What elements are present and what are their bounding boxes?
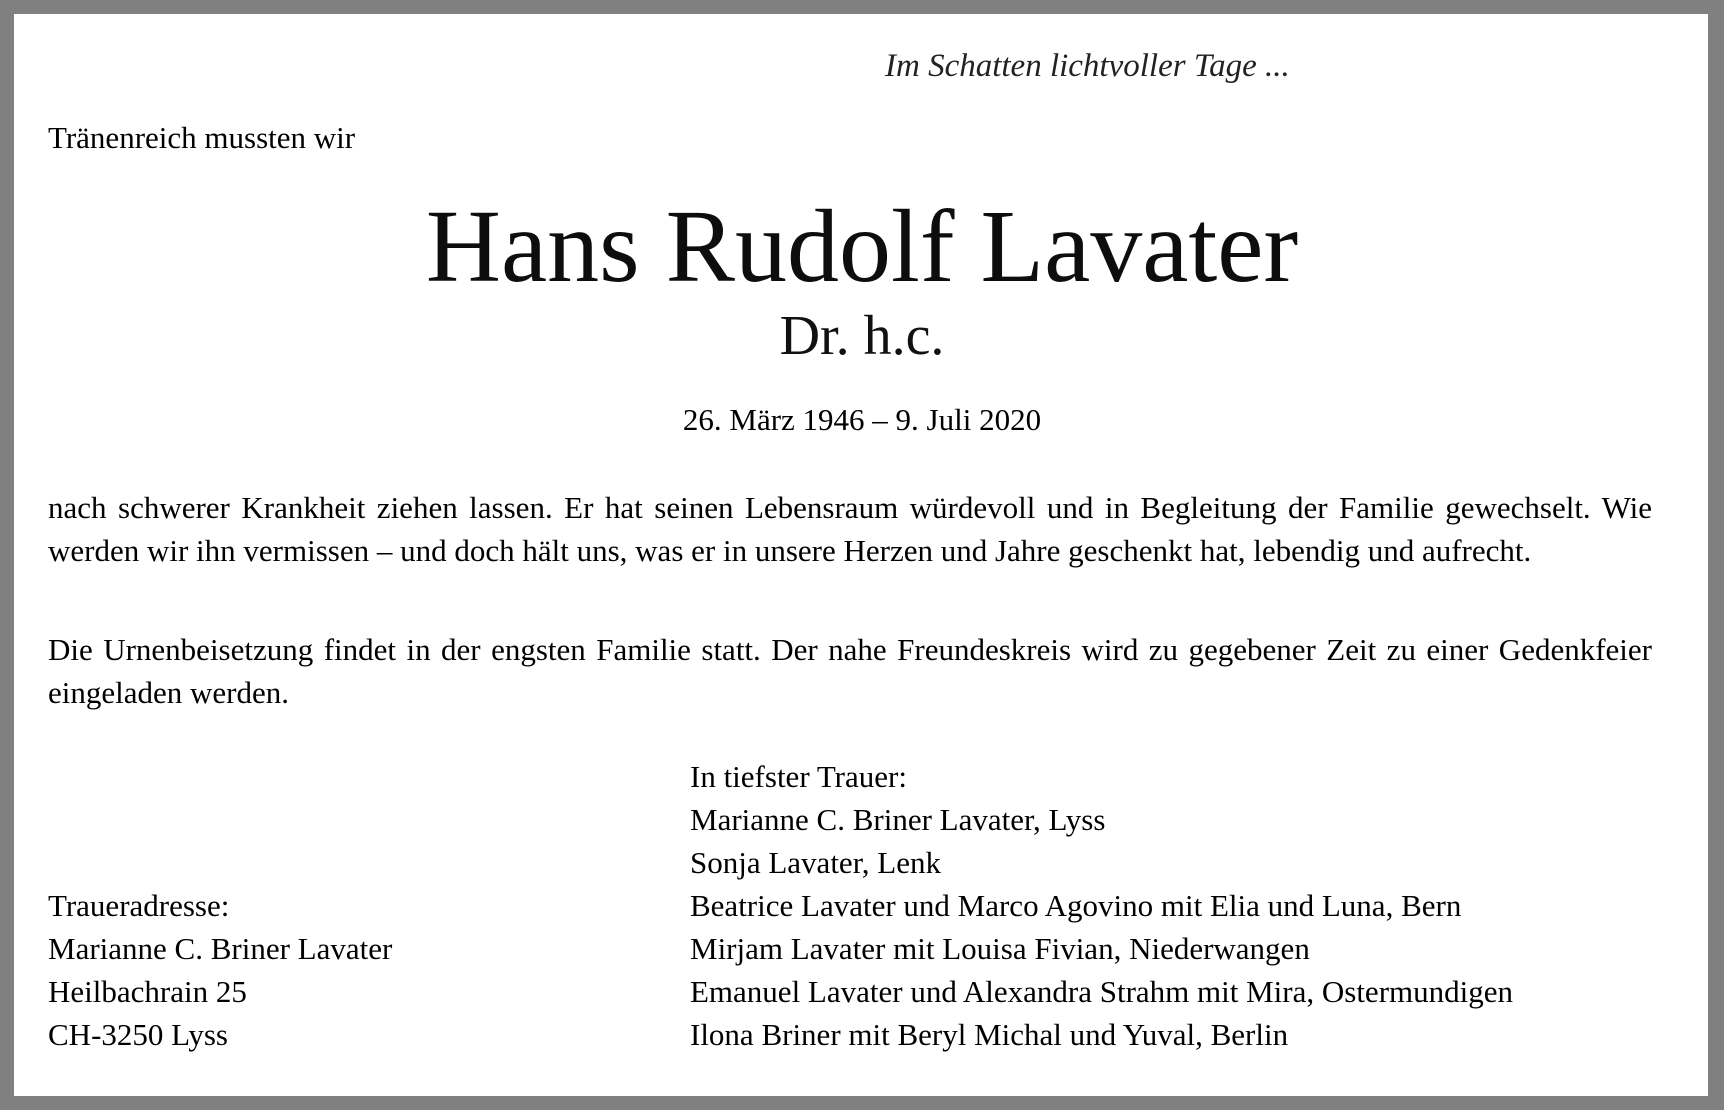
address-line: Heilbachrain 25 <box>48 974 247 1009</box>
paragraph-2: Die Urnenbeisetzung findet in der engsten Familie statt. Der nahe Freundeskreis wird zu gegebener Zeit zu einer Gedenkfeier eingeladen werden. <box>48 632 1652 710</box>
mourners-list <box>690 755 1513 1056</box>
deceased-name: Hans Rudolf Lavater <box>425 189 1299 304</box>
address-heading: Traueradresse: <box>48 888 230 923</box>
mourner-name: Mirjam Lavater mit Louisa Fivian, Niederwangen <box>690 931 1310 966</box>
mourner-name: Sonja Lavater, Lenk <box>690 845 941 880</box>
address-line: Marianne C. Briner Lavater <box>48 931 393 966</box>
paragraph-1: nach schwerer Krankheit ziehen lassen. Er hat seinen Lebensraum würdevoll und in Begleitung der Familie gewechselt. Wie werden wir ihn vermissen – und doch hält uns, was er in unsere Herzen und Jahre geschenkt hat, lebendig und aufrecht. <box>48 490 1652 568</box>
mourner-name: Emanuel Lavater und Alexandra Strahm mit Mira, Ostermundigen <box>690 974 1513 1009</box>
mourner-name: Beatrice Lavater und Marco Agovino mit Elia und Luna, Bern <box>690 888 1462 923</box>
honorific-title: Dr. h.c. <box>779 305 945 367</box>
intro-text: Tränenreich mussten wir <box>48 120 356 155</box>
mourner-name: Marianne C. Briner Lavater, Lyss <box>690 802 1106 837</box>
mourners-heading: In tiefster Trauer: <box>690 759 907 794</box>
mourner-name: Ilona Briner mit Beryl Michal und Yuval, Berlin <box>690 1017 1289 1052</box>
address-line: CH-3250 Lyss <box>48 1017 228 1052</box>
life-dates: 26. März 1946 – 9. Juli 2020 <box>682 402 1042 437</box>
mourning-address <box>48 884 392 1056</box>
motto: Im Schatten lichtvoller Tage ... <box>885 48 1290 84</box>
